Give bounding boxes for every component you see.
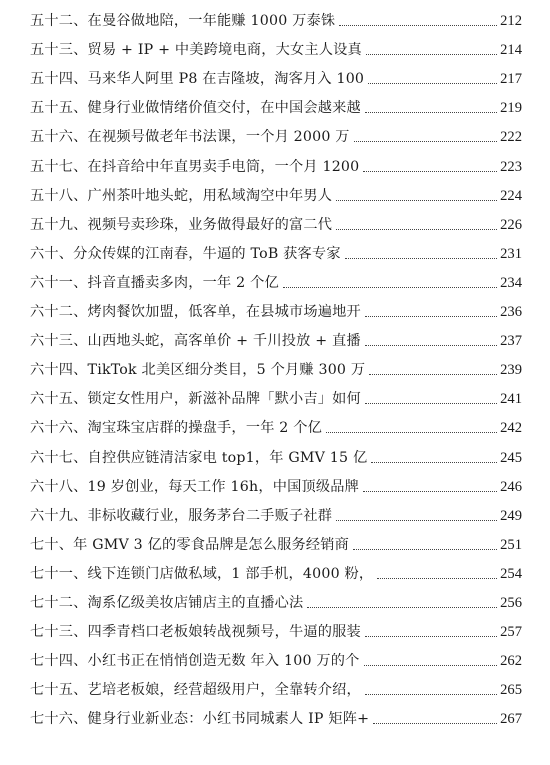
toc-entry-title: 七十四、小红书正在悄悄创造无数 年入 100 万的个 [30,653,360,670]
toc-entry-title: 五十四、马来华人阿里 P8 在吉隆坡，淘客月入 100 [30,71,365,88]
toc-entry-page-number: 237 [500,333,522,350]
toc-entry-title: 五十八、广州茶叶地头蛇，用私域淘空中年男人 [30,187,333,204]
dot-leader [353,548,497,550]
toc-entry-page-number: 212 [500,13,522,29]
toc-entry [30,35,522,59]
toc-entry-page-number: 245 [500,449,522,466]
toc-entry [30,210,522,234]
toc-entry-title: 六十七、自控供应链清洁家电 top1，年 GMV 15 亿 [30,449,368,466]
toc-entry [30,152,522,176]
dot-leader [373,722,497,724]
toc-entry-title: 六十五、锁定女性用户，新滋补品牌「默小吉」如何 [30,391,361,408]
toc-entry [30,326,522,350]
toc-entry-page-number: 267 [500,711,522,728]
toc-entry-page-number: 254 [500,565,522,582]
toc-entry-page-number: 226 [500,216,522,233]
dot-leader [368,82,497,84]
toc-entry [30,413,522,437]
toc-entry-page-number: 217 [500,71,522,88]
toc-entry-title: 五十二、在曼谷做地陪，一年能赚 1000 万泰铢 [30,13,336,29]
toc-entry-title: 五十七、在抖音给中年直男卖手电筒，一个月 1200 [30,158,360,175]
dot-leader [336,519,497,521]
toc-entry-title: 七十二、淘系亿级美妆店铺店主的直播心法 [30,595,304,611]
toc-entry-page-number: 257 [500,624,522,641]
toc-entry [30,646,522,670]
dot-leader [365,111,497,113]
toc-entry-title: 六十八、19 岁创业，每天工作 16h，中国顶级品牌 [30,478,360,495]
toc-entry-page-number: 222 [500,129,522,146]
toc-entry-title: 七十、年 GMV 3 亿的零食品牌是怎么服务经销商 [30,536,350,553]
dot-leader [339,24,497,26]
toc-entry-title: 六十六、淘宝珠宝店群的操盘手，一年 2 个亿 [30,420,323,437]
toc-entry [30,501,522,525]
toc-entry [30,355,522,379]
toc-entry-title: 五十六、在视频号做老年书法课，一个月 2000 万 [30,129,350,146]
toc-entry-title: 七十五、艺培老板娘，经营超级用户，全靠转介绍， [30,682,361,699]
dot-leader [365,635,497,637]
toc-entry-title: 六十二、烤肉餐饮加盟，低客单，在县城市场遍地开 [30,304,361,320]
dot-leader [365,693,497,695]
toc-entry-title: 五十九、视频号卖珍珠，业务做得最好的富二代 [30,216,333,233]
toc-entry-page-number: 231 [500,245,522,262]
toc-entry [30,704,522,728]
toc-entry-title: 六十一、抖音直播卖多肉，一年 2 个亿 [30,274,279,291]
toc-entry-title: 五十三、贸易 + IP + 中美跨境电商，大女主人设真 [30,42,362,59]
dot-leader [363,490,497,492]
toc-entry [30,384,522,408]
toc-entry-page-number: 256 [500,595,522,611]
toc-entry-page-number: 246 [500,478,522,495]
toc-entry [30,297,522,321]
dot-leader [283,286,497,288]
toc-entry [30,64,522,88]
dot-leader [365,402,497,404]
toc-entry-title: 七十一、线下连锁门店做私域，1 部手机，4000 粉， [30,565,374,582]
toc-entry-page-number: 251 [500,536,522,553]
toc-entry-page-number: 234 [500,274,522,291]
dot-leader [365,315,497,317]
toc-entry [30,239,522,263]
toc-entry [30,617,522,641]
dot-leader [364,664,498,666]
dot-leader [336,199,497,201]
toc-entry [30,93,522,117]
toc-entry-title: 七十六、健身行业新业态：小红书同城素人 IP 矩阵+ [30,711,370,728]
toc-entry [30,6,522,30]
toc-entry [30,530,522,554]
toc-entry-page-number: 224 [500,187,522,204]
toc-entry [30,122,522,146]
toc-entry-title: 六十九、非标收藏行业，服务茅台二手贩子社群 [30,507,333,524]
toc-entry-page-number: 236 [500,304,522,320]
dot-leader [377,577,497,579]
toc-entry-title: 六十三、山西地头蛇，高客单价 + 千川投放 + 直播 [30,333,361,350]
toc-entry-page-number: 223 [500,158,522,175]
toc-entry [30,472,522,496]
toc-entry-title: 六十、分众传媒的江南春，牛逼的 ToB 获客专家 [30,245,341,262]
toc-entry [30,268,522,292]
dot-leader [345,257,497,259]
toc-entry [30,559,522,583]
toc-entry-page-number: 214 [500,42,522,59]
toc-entry [30,181,522,205]
toc-entry [30,675,522,699]
dot-leader [366,53,497,55]
dot-leader [371,461,497,463]
toc-entry [30,443,522,467]
dot-leader [307,606,497,608]
dot-leader [369,373,497,375]
dot-leader [354,140,497,142]
dot-leader [336,228,497,230]
dot-leader [326,431,497,433]
toc-entry-page-number: 265 [500,682,522,699]
toc-entry-page-number: 241 [500,391,522,408]
toc-entry-page-number: 219 [500,100,522,117]
toc-entry-page-number: 239 [500,362,522,379]
toc-entry [30,588,522,612]
toc-entry-title: 六十四、TikTok 北美区细分类目，5 个月赚 300 万 [30,362,366,379]
toc-entry-title: 七十三、四季青档口老板娘转战视频号，牛逼的服装 [30,624,361,641]
toc-entry-page-number: 242 [500,420,522,437]
toc-entry-title: 五十五、健身行业做情绪价值交付，在中国会越来越 [30,100,361,117]
dot-leader [363,170,497,172]
toc-entry-page-number: 249 [500,507,522,524]
dot-leader [365,344,497,346]
toc-entry-page-number: 262 [500,653,522,670]
